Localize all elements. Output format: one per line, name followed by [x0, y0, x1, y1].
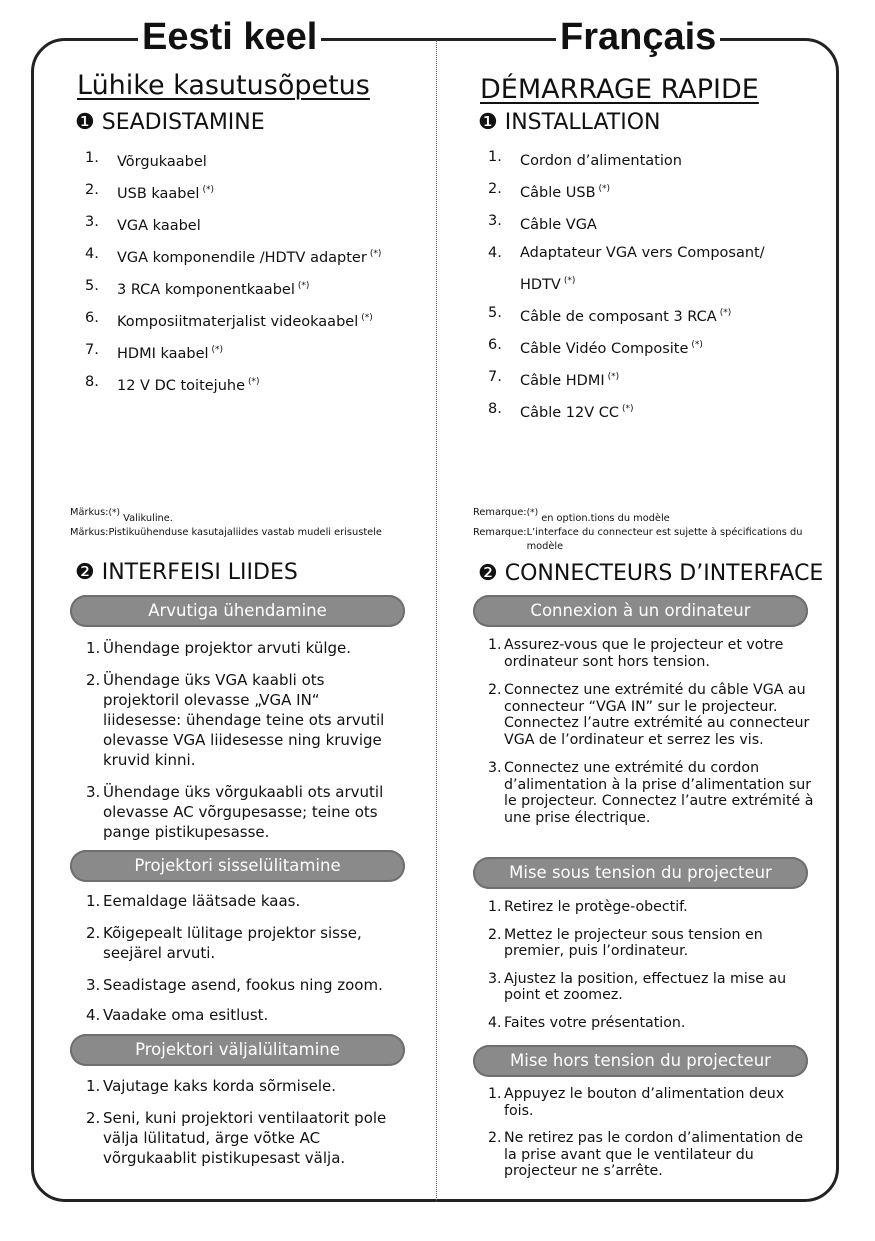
list-item: 4. Vaadake oma esitlust. — [86, 1006, 269, 1024]
list-item: 2. Câble USB (*) — [488, 181, 611, 201]
list-item: 4. Faites votre présentation. — [488, 1014, 686, 1031]
notes: Märkus: (*) Valikuline. Märkus: Pistikuühenduse kasutajaliides vastab mudeli erisustele — [70, 507, 382, 538]
list-item: 1. Ühendage projektor arvuti külge. — [86, 639, 352, 657]
list-item: 2. USB kaabel (*) — [85, 182, 214, 202]
language-title-estonian: Eesti keel — [138, 14, 321, 60]
language-title-french: Français — [556, 14, 720, 60]
section-interface-title — [478, 561, 823, 586]
list-item: 2. Ne retirez pas le cordon d’alimentation de la prise avant que le ventilateur du projecteur ne s’arrête. — [488, 1130, 804, 1179]
list-item: 8. 12 V DC toitejuhe (*) — [85, 374, 260, 394]
power-on-header: Projektori sisselülitamine — [70, 850, 405, 882]
list-item: 6. Câble Vidéo Composite (*) — [488, 337, 703, 357]
list-item: 5. Câble de composant 3 RCA (*) — [488, 305, 732, 325]
list-item: 3. Ühendage üks võrgukaabli ots arvutil olevasse AC võrgupesasse; teine ots pange pistikupesasse. — [86, 783, 384, 841]
list-item: 1. Vajutage kaks korda sõrmisele. — [86, 1077, 337, 1095]
power-on-steps — [86, 891, 401, 1025]
list-item: 7. HDMI kaabel (*) — [85, 342, 224, 362]
connect-steps — [86, 638, 401, 842]
connect-header: Connexion à un ordinateur — [473, 595, 808, 627]
list-item: 1. Retirez le protège-obectif. — [488, 899, 688, 915]
list-item: 4. VGA komponendile /HDTV adapter (*) — [85, 246, 382, 266]
list-item: 5. 3 RCA komponentkaabel (*) — [85, 278, 310, 298]
number-one-icon: ❶ — [478, 110, 498, 135]
list-item: 2. Kõigepealt lülitage projektor sisse, seejärel arvuti. — [86, 924, 362, 962]
parts-list — [488, 143, 808, 427]
section-setup-title — [75, 110, 265, 135]
main-title: DÉMARRAGE RAPIDE — [480, 74, 759, 105]
connect-header: Arvutiga ühendamine — [70, 595, 405, 627]
power-off-header: Mise hors tension du projecteur — [473, 1045, 808, 1077]
number-one-icon: ❶ — [75, 110, 95, 135]
list-item: 1. Võrgukaabel — [85, 150, 207, 170]
number-two-icon: ❷ — [75, 560, 95, 585]
list-item: 3. Câble VGA — [488, 213, 597, 233]
list-item: 3. Seadistage asend, fookus ning zoom. — [86, 976, 383, 994]
power-on-header: Mise sous tension du projecteur — [473, 857, 808, 889]
connect-steps — [488, 637, 818, 826]
list-item: 3. Connectez une extrémité du cordon d’alimentation à la prise d’alimentation sur le projecteur. Connectez l’autre extrémité à une prise électrique. — [488, 760, 814, 826]
number-two-icon: ❷ — [478, 561, 498, 586]
power-off-header: Projektori väljalülitamine — [70, 1034, 405, 1066]
power-off-steps — [86, 1076, 401, 1168]
list-item: 2. Mettez le projecteur sous tension en premier, puis l’ordinateur. — [488, 926, 763, 959]
list-item: 1. Assurez-vous que le projecteur et votre ordinateur sont hors tension. — [488, 637, 784, 670]
list-item: 1. Cordon d’alimentation — [488, 149, 682, 169]
section-setup-label: SEADISTAMINE — [101, 110, 265, 135]
section-interface-label: CONNECTEURS D’INTERFACE — [504, 561, 824, 586]
list-item: 7. Câble HDMI (*) — [488, 369, 620, 389]
power-on-steps — [488, 899, 818, 1031]
parts-list — [85, 144, 381, 400]
list-item: 4. Adaptateur VGA vers Composant/ HDTV (*) — [488, 245, 765, 293]
list-item: 2. Ühendage üks VGA kaabli ots projektoril olevasse „VGA IN“ liidesesse: ühendage teine ots arvutil olevasse VGA liidesesse ning kruvige kruvid kinni. — [86, 671, 385, 769]
column-divider — [436, 40, 437, 1202]
notes: Remarque: (*) en option.tions du modèle Remarque: L’interface du connecteur est sujette à spécifications du modèle — [473, 507, 803, 552]
list-item: 2. Seni, kuni projektori ventilaatorit pole välja lülitatud, ärge võtke AC võrgukaablit pistikupesast välja. — [86, 1109, 387, 1167]
list-item: 3. Ajustez la position, effectuez la mise au point et zoomez. — [488, 970, 787, 1003]
section-interface-label: INTERFEISI LIIDES — [101, 560, 298, 585]
section-setup-label: INSTALLATION — [504, 110, 661, 135]
list-item: 1. Eemaldage läätsade kaas. — [86, 892, 301, 910]
main-title: Lühike kasutusõpetus — [77, 70, 370, 101]
list-item: 1. Appuyez le bouton d’alimentation deux fois. — [488, 1086, 785, 1119]
list-item: 8. Câble 12V CC (*) — [488, 401, 634, 421]
power-off-steps — [488, 1086, 818, 1180]
list-item: 6. Komposiitmaterjalist videokaabel (*) — [85, 310, 373, 330]
section-interface-title — [75, 560, 298, 585]
list-item: 3. VGA kaabel — [85, 214, 201, 234]
list-item: 2. Connectez une extrémité du câble VGA au connecteur “VGA IN” sur le projecteur. Connectez l’autre extrémité au connecteur VGA de l’ordinateur et serrez les vis. — [488, 682, 810, 748]
section-setup-title — [478, 110, 661, 135]
